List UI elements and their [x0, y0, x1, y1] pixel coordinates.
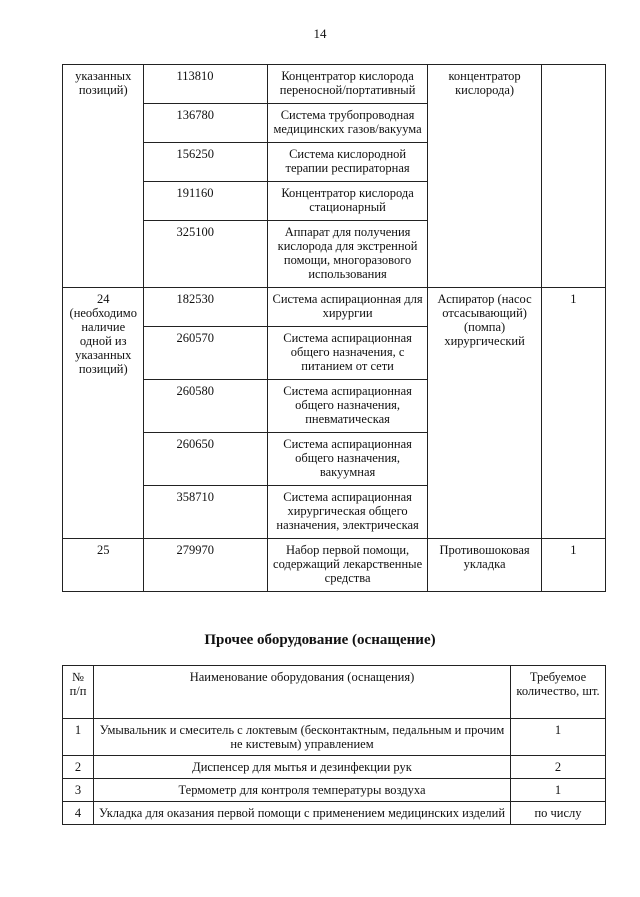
type-cell: Противошоковая укладка	[428, 539, 542, 592]
name-cell: Концентратор кислорода стационарный	[267, 182, 428, 221]
section-title: Прочее оборудование (оснащение)	[204, 632, 436, 648]
type-cell: Аспиратор (насос отсасывающий) (помпа) хирургический	[428, 288, 542, 539]
qty-cell: 1	[511, 719, 606, 756]
type-cell: концентратор кислорода)	[428, 65, 542, 288]
equipment-table	[62, 64, 606, 592]
num-cell: 4	[63, 802, 94, 825]
name-cell: Система аспирационная общего назначения, вакуумная	[267, 433, 428, 486]
table-row	[63, 779, 606, 802]
table-row	[63, 719, 606, 756]
group-cell: 24 (необходимо наличие одной из указанных позиций)	[63, 288, 144, 539]
table-header-row	[63, 666, 606, 719]
name-cell: Система аспирационная общего назначения, пневматическая	[267, 380, 428, 433]
qty-cell: 1	[541, 288, 605, 539]
code-cell: 136780	[144, 104, 267, 143]
code-cell: 358710	[144, 486, 267, 539]
name-cell: Система аспирационная хирургическая общего назначения, электрическая	[267, 486, 428, 539]
name-cell: Концентратор кислорода переносной/портативный	[267, 65, 428, 104]
table-row	[63, 802, 606, 825]
name-cell: Аппарат для получения кислорода для экстренной помощи, многоразового использования	[267, 221, 428, 288]
page-number: 14	[313, 26, 327, 41]
name-cell: Система кислородной терапии респираторная	[267, 143, 428, 182]
name-cell: Умывальник и смеситель с локтевым (бесконтактным, педальным и прочим не кистевым) управлением	[94, 719, 511, 756]
group-cell: 25	[63, 539, 144, 592]
qty-cell: 1	[541, 539, 605, 592]
num-cell: 3	[63, 779, 94, 802]
name-cell: Набор первой помощи, содержащий лекарственные средства	[267, 539, 428, 592]
name-cell: Система аспирационная для хирургии	[267, 288, 428, 327]
code-cell: 113810	[144, 65, 267, 104]
qty-cell: по числу	[511, 802, 606, 825]
name-cell: Диспенсер для мытья и дезинфекции рук	[94, 756, 511, 779]
code-cell: 279970	[144, 539, 267, 592]
code-cell: 156250	[144, 143, 267, 182]
header-qty: Требуемое количество, шт.	[511, 666, 606, 719]
qty-cell: 2	[511, 756, 606, 779]
code-cell: 260580	[144, 380, 267, 433]
name-cell: Система аспирационная общего назначения, с питанием от сети	[267, 327, 428, 380]
num-cell: 2	[63, 756, 94, 779]
name-cell: Термометр для контроля температуры воздуха	[94, 779, 511, 802]
code-cell: 325100	[144, 221, 267, 288]
table-row	[63, 756, 606, 779]
header-name: Наименование оборудования (оснащения)	[94, 666, 511, 719]
table-row	[63, 288, 606, 327]
other-equipment-table	[62, 665, 606, 825]
num-cell: 1	[63, 719, 94, 756]
code-cell: 182530	[144, 288, 267, 327]
header-num: № п/п	[63, 666, 94, 719]
table-row	[63, 65, 606, 104]
code-cell: 191160	[144, 182, 267, 221]
qty-cell	[541, 65, 605, 288]
qty-cell: 1	[511, 779, 606, 802]
code-cell: 260570	[144, 327, 267, 380]
code-cell: 260650	[144, 433, 267, 486]
name-cell: Система трубопроводная медицинских газов/вакуума	[267, 104, 428, 143]
group-cell: указанных позиций)	[63, 65, 144, 288]
table-row	[63, 539, 606, 592]
name-cell: Укладка для оказания первой помощи с применением медицинских изделий	[94, 802, 511, 825]
